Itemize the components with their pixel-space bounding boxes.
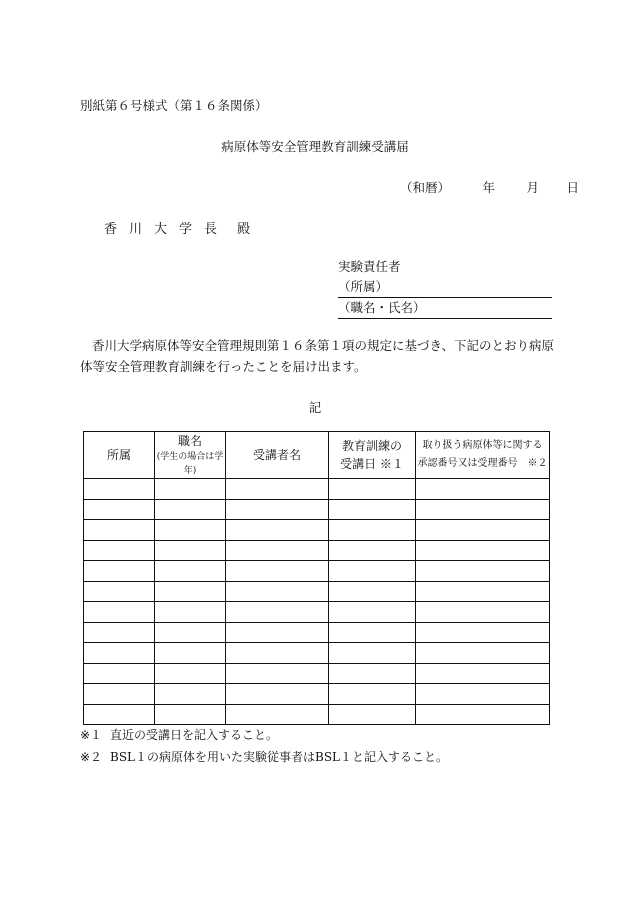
cell-approval-number[interactable]: [416, 704, 550, 725]
cell-trainee-name[interactable]: [226, 602, 329, 623]
cell-affiliation[interactable]: [84, 643, 155, 664]
cell-training-date[interactable]: [329, 602, 416, 623]
cell-trainee-name[interactable]: [226, 663, 329, 684]
cell-training-date[interactable]: [329, 540, 416, 561]
header-approval-number: [416, 432, 550, 479]
ki-heading: 記: [308, 400, 322, 415]
note-1-text: 直近の受講日を記入すること。: [110, 728, 279, 742]
cell-position[interactable]: [155, 561, 226, 582]
header-position: [155, 432, 226, 479]
notes: [80, 724, 448, 768]
date-year-label: 年: [482, 180, 495, 195]
cell-affiliation[interactable]: [84, 499, 155, 520]
cell-training-date[interactable]: [329, 684, 416, 705]
cell-affiliation[interactable]: [84, 479, 155, 500]
table-row: [84, 602, 550, 623]
cell-trainee-name[interactable]: [226, 520, 329, 541]
cell-trainee-name[interactable]: [226, 643, 329, 664]
cell-position[interactable]: [155, 684, 226, 705]
table-row: [84, 684, 550, 705]
cell-training-date[interactable]: [329, 622, 416, 643]
table-body: [84, 479, 550, 725]
cell-position[interactable]: [155, 622, 226, 643]
table-row: [84, 643, 550, 664]
cell-affiliation[interactable]: [84, 684, 155, 705]
cell-training-date[interactable]: [329, 663, 416, 684]
form-number: 別紙第６号様式（第１６条関係）: [80, 98, 268, 113]
cell-approval-number[interactable]: [416, 520, 550, 541]
header-approval-line1: 取り扱う病原体等に関する: [422, 440, 543, 451]
cell-approval-number[interactable]: [416, 499, 550, 520]
header-approval-line2: 承認番号又は受理番号 ※２: [417, 458, 548, 469]
cell-position[interactable]: [155, 520, 226, 541]
cell-approval-number[interactable]: [416, 479, 550, 500]
addressee: [104, 218, 250, 237]
applicant-affiliation-label: （所属）: [338, 279, 389, 294]
cell-affiliation[interactable]: [84, 581, 155, 602]
cell-trainee-name[interactable]: [226, 540, 329, 561]
table-row: [84, 540, 550, 561]
cell-approval-number[interactable]: [416, 643, 550, 664]
cell-approval-number[interactable]: [416, 663, 550, 684]
cell-approval-number[interactable]: [416, 622, 550, 643]
table-row: [84, 581, 550, 602]
cell-approval-number[interactable]: [416, 602, 550, 623]
cell-position[interactable]: [155, 581, 226, 602]
cell-position[interactable]: [155, 499, 226, 520]
table-row: [84, 499, 550, 520]
cell-affiliation[interactable]: [84, 622, 155, 643]
header-position-note: (学生の場合は学年): [156, 452, 224, 476]
addressee-name: 香川大学長: [104, 222, 230, 237]
cell-training-date[interactable]: [329, 479, 416, 500]
cell-trainee-name[interactable]: [226, 684, 329, 705]
cell-affiliation[interactable]: [84, 663, 155, 684]
addressee-honorific: 殿: [237, 222, 251, 237]
date-era: （和暦）: [400, 180, 451, 195]
cell-trainee-name[interactable]: [226, 479, 329, 500]
cell-affiliation[interactable]: [84, 704, 155, 725]
cell-affiliation[interactable]: [84, 520, 155, 541]
header-trainee-name: 受講者名: [226, 432, 329, 479]
cell-training-date[interactable]: [329, 520, 416, 541]
cell-position[interactable]: [155, 540, 226, 561]
cell-trainee-name[interactable]: [226, 561, 329, 582]
table-row: [84, 520, 550, 541]
cell-training-date[interactable]: [329, 499, 416, 520]
cell-affiliation[interactable]: [84, 602, 155, 623]
table-row: [84, 561, 550, 582]
cell-approval-number[interactable]: [416, 561, 550, 582]
cell-training-date[interactable]: [329, 561, 416, 582]
body-text: 香川大学病原体等安全管理規則第１６条第１項の規定に基づき、下記のとおり病原体等安全管理教育訓練を行ったことを届け出ます。: [80, 338, 555, 374]
cell-position[interactable]: [155, 602, 226, 623]
applicant-affiliation-field[interactable]: [338, 277, 552, 298]
cell-position[interactable]: [155, 479, 226, 500]
cell-training-date[interactable]: [329, 704, 416, 725]
cell-position[interactable]: [155, 704, 226, 725]
cell-affiliation[interactable]: [84, 561, 155, 582]
training-record-table: [83, 431, 550, 725]
table-row: [84, 663, 550, 684]
table-header-row: [84, 432, 550, 479]
applicant-name-label: （職名・氏名）: [338, 300, 426, 315]
cell-trainee-name[interactable]: [226, 704, 329, 725]
header-training-date-line1: 教育訓練の: [341, 439, 402, 453]
note-1-mark: ※１: [80, 728, 103, 742]
note-2-text: BSL１の病原体を用いた実験従事者はBSL１と記入すること。: [110, 750, 449, 764]
applicant-name-field[interactable]: [338, 298, 552, 319]
cell-position[interactable]: [155, 643, 226, 664]
cell-approval-number[interactable]: [416, 540, 550, 561]
cell-position[interactable]: [155, 663, 226, 684]
cell-training-date[interactable]: [329, 643, 416, 664]
header-training-date-line2: 受講日 ※１: [340, 457, 404, 471]
cell-training-date[interactable]: [329, 581, 416, 602]
document-title: 病原体等安全管理教育訓練受講届: [221, 139, 409, 154]
header-position-label: 職名: [177, 434, 202, 448]
header-training-date: [329, 432, 416, 479]
cell-approval-number[interactable]: [416, 581, 550, 602]
cell-trainee-name[interactable]: [226, 622, 329, 643]
note-2: [80, 746, 448, 768]
cell-approval-number[interactable]: [416, 684, 550, 705]
table-row: [84, 704, 550, 725]
table-row: [84, 622, 550, 643]
header-affiliation: 所属: [84, 432, 155, 479]
cell-affiliation[interactable]: [84, 540, 155, 561]
table-row: [84, 479, 550, 500]
date-line: [400, 178, 579, 196]
applicant-block: [338, 257, 552, 319]
note-2-mark: ※２: [80, 750, 103, 764]
date-day-label: 日: [566, 180, 579, 195]
date-month-label: 月: [526, 180, 539, 195]
cell-trainee-name[interactable]: [226, 581, 329, 602]
cell-trainee-name[interactable]: [226, 499, 329, 520]
applicant-heading: 実験責任者: [338, 259, 401, 274]
note-1: [80, 724, 448, 746]
